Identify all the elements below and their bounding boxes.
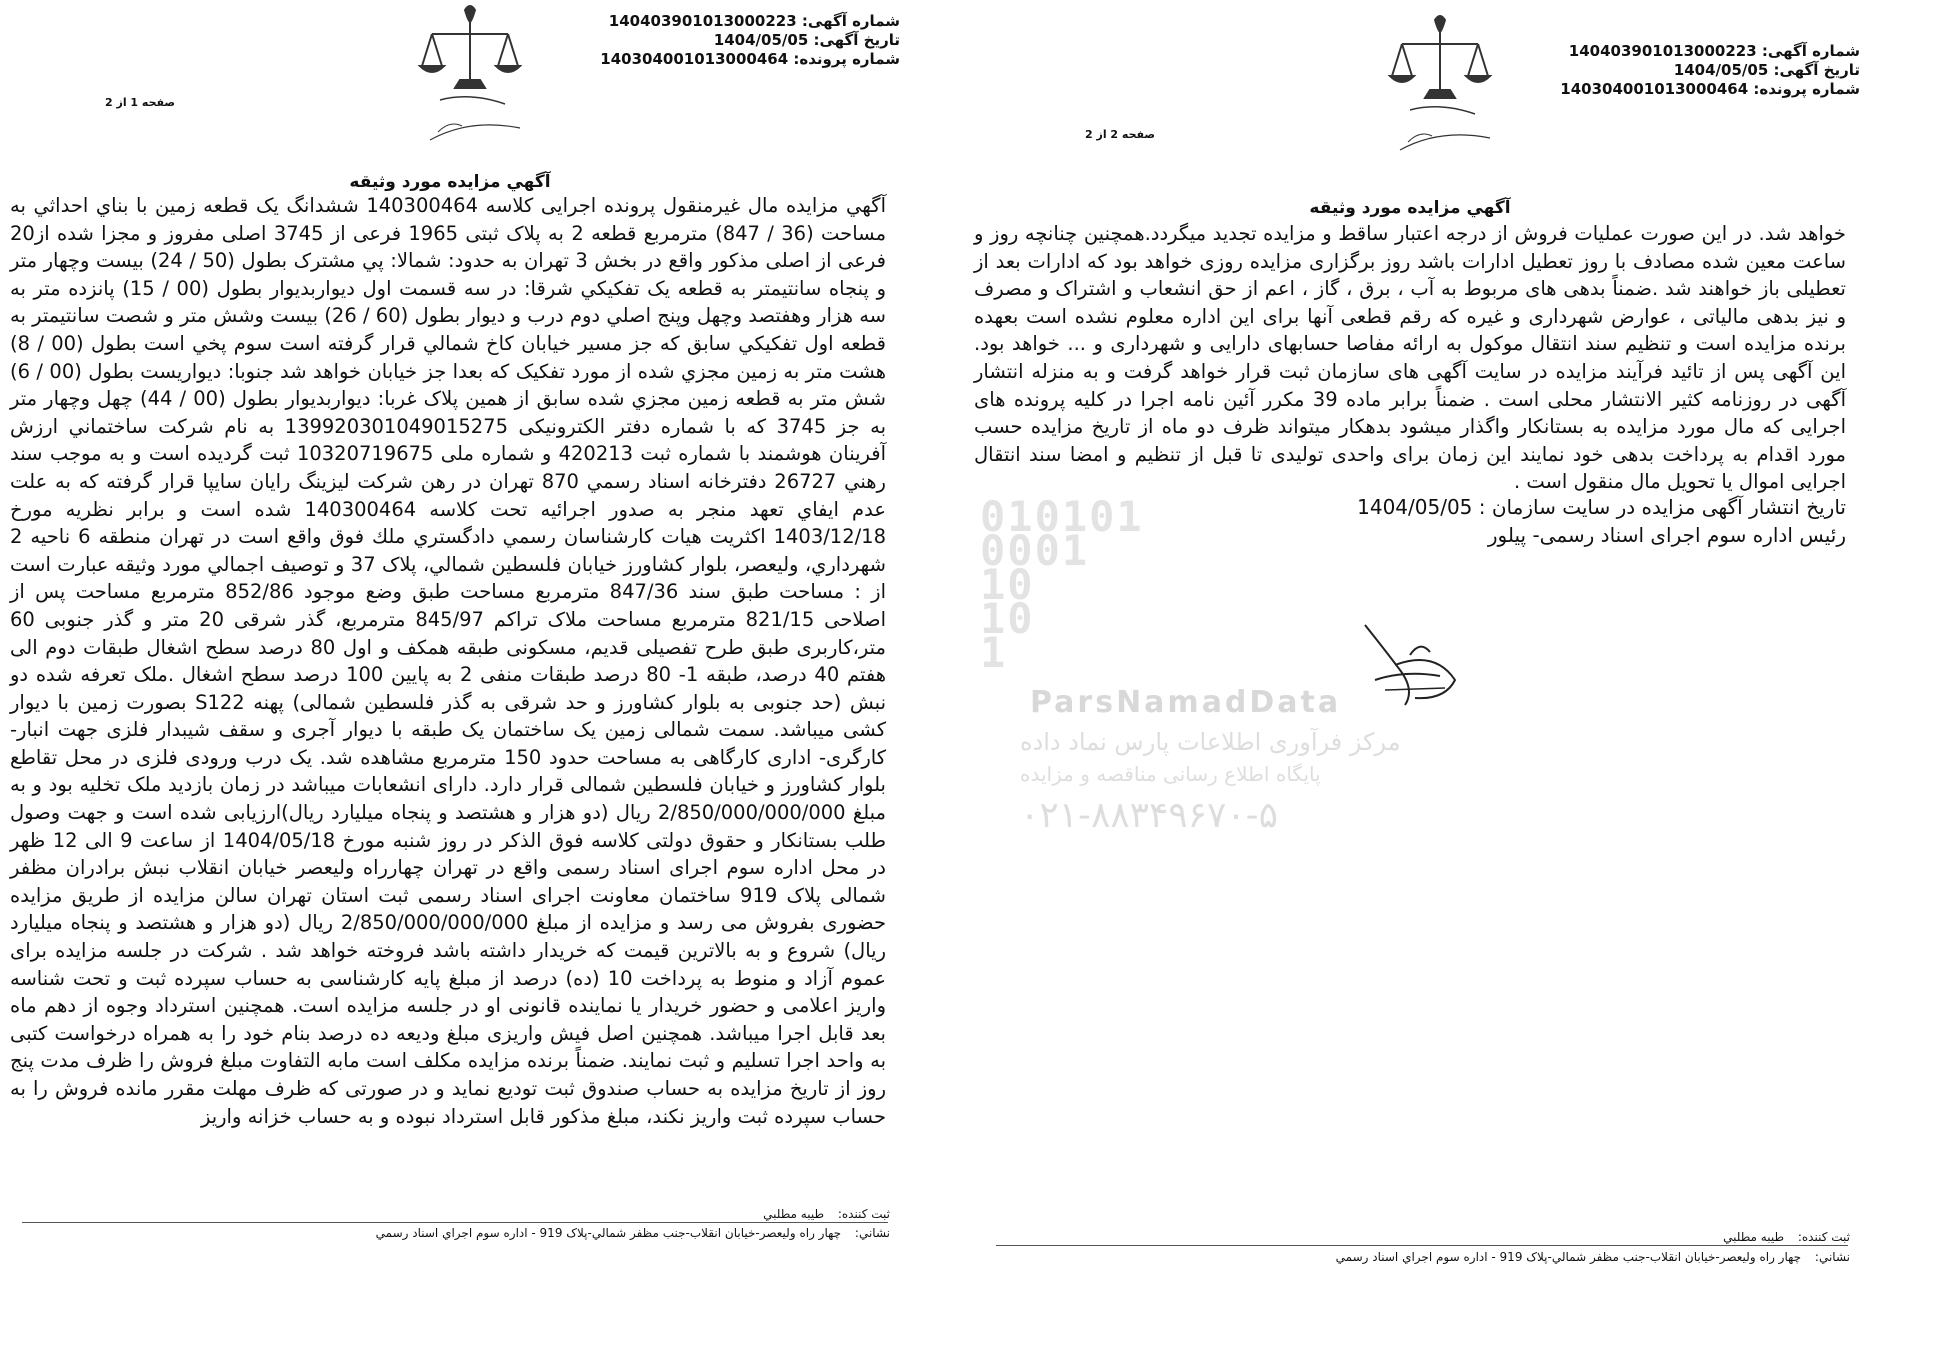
- page-number: صفحه 2 از 2: [1085, 128, 1156, 141]
- footer-divider: [996, 1245, 1848, 1246]
- file-number: 140304001013000464: [1560, 80, 1749, 98]
- signer-line: رئيس اداره سوم اجرای اسناد رسمی- پيلور: [1487, 523, 1846, 547]
- footer-divider: [22, 1222, 888, 1223]
- notice-title: آگهي مزايده مورد وثيقه: [349, 172, 551, 192]
- address-label: نشاني:: [854, 1226, 890, 1240]
- notice-page-1: [0, 0, 900, 1353]
- notice-number: 140403901013000223: [608, 12, 797, 30]
- address-label: نشاني:: [1814, 1250, 1850, 1264]
- notice-title: آگهي مزايده مورد وثيقه: [1309, 198, 1511, 218]
- address-row: [1336, 1250, 1850, 1264]
- registrar-row: [763, 1207, 890, 1221]
- notice-header-meta: [1560, 42, 1860, 99]
- registrar-name: طيبه مطلبي: [763, 1207, 825, 1221]
- registrar-label: ثبت كننده:: [1797, 1230, 1850, 1244]
- watermark-digits: 010101 0001 10 10 1: [980, 492, 1144, 677]
- notice-number-row: [1560, 42, 1860, 61]
- file-number: 140304001013000464: [600, 50, 789, 68]
- registrar-row: [1723, 1230, 1850, 1244]
- address-text: چهار راه وليعصر-خيابان انقلاب-جنب مظفر شمالي-پلاک 919 - اداره سوم اجراي اسناد رسمي: [375, 1226, 842, 1240]
- watermark-brand: ParsNamadData: [1030, 685, 1342, 720]
- address-row: [376, 1226, 890, 1240]
- notice-date-label: تاریخ آگهی:: [1773, 61, 1860, 79]
- watermark-line-2: پايگاه اطلاع رسانی مناقصه و مزايده: [1020, 762, 1321, 786]
- address-text: چهار راه وليعصر-خيابان انقلاب-جنب مظفر شمالي-پلاک 919 - اداره سوم اجراي اسناد رسمي: [1335, 1250, 1802, 1264]
- signature-icon: [1345, 610, 1475, 720]
- watermark-phone: ۰۲۱-۸۸۳۴۹۶۷۰-۵: [1020, 795, 1279, 836]
- notice-body: خواهد شد. در اين صورت عمليات فروش از درجه اعتبار ساقط و مزايده تجديد ميگردد.همچنين چنانچه روز و ساعت معين شده مصادف با روز تعطيل ادارات باشد روز برگزاری مزايده روزی خواهد بود كه ادارات بعد از تعطيلی باز خواهند شد .ضمناً بدهی های مربوط به آب ، برق ، گاز ، اعم از حق انشعاب و اشتراک و مصرف و نيز بدهی مالياتی ، عوارض شهرداری و غيره كه رقم قطعی آنها برای اين اداره معلوم نشده است بعهده برنده مزايده است و تنظيم سند انتقال موكول به ارائه مفاصا حسابهای دارايی و شهرداری و ... خواهد بود. اين آگهی پس از تائيد فرآيند مزايده در سايت آگهی های سازمان ثبت قرار خواهد گرفت و به منزله انتشار آگهی در روزنامه كثير الانتشار محلی است . ضمناً برابر ماده 39 مكرر آئين نامه اجرا در كليه پرونده های اجرايی كه مال مورد مزايده به بستانكار واگذار ميشود بدهكار ميتواند ظرف دو ماه از تاريخ مزايده حسب مورد اقدام به پرداخت بدهی خود نمايند اين زمان برای واحدی توليدی تا قبل از تنظيم و امضا سند انتقال اجرايی اموال يا تحويل مال منقول است .: [974, 222, 1846, 494]
- registrar-name: طيبه مطلبي: [1723, 1230, 1785, 1244]
- notice-date-label: تاریخ آگهی:: [813, 31, 900, 49]
- page-number: صفحه 1 از 2: [105, 96, 176, 109]
- notice-number-label: شماره آگهی:: [801, 12, 900, 30]
- file-number-label: شماره پرونده:: [793, 50, 900, 68]
- notice-body: آگهي مزايده مال غيرمنقول پرونده اجرايی كلاسه 140300464 ششدانگ يک قطعه زمين با بناي احداثي به مساحت (36 / 847) مترمربع قطعه 2 به پلاک ثبتی 1965 فرعی از 3745 اصلی مفروز و مجزا شده از20 فرعی از اصلی مذكور واقع در بخش 3 تهران به حدود: شمالا: پي مشترک بطول (50 / 24) بيست وچهار متر و پنجاه سانتيمتر به قطعه يک تفکيکي شرقا: در سه قسمت اول ديواربديوار بطول (00 / 15) پانزده متر به سه هزار وهفتصد وچهل وپنج اصلي دوم درب و ديوار بطول (60 / 26) بيست وشش متر و شصت سانتيمتر به قطعه اول تفکيکي سابق كه جز مسير خيابان كاخ شمالي قرار گرفته است سوم پخي است بطول (00 / 8) هشت متر به زمين مجزي شده از مورد تفكيک كه بعدا جز خيابان خواهد شد جنوبا: ديواريست بطول (00 / 6) شش متر به قطعه زمين مجزي شده سابق از همين پلاک غربا: ديواربديوار بطول (00 / 44) چهل وچهار متر به جز 3745 كه با شماره دفتر الكترونيكی 13992030104901527​5 به نام شركت ساختماني ارزش آفرينان هوشمند با شماره ثبت 420213 و شماره ملی 10320719675 ثبت گرديده است و به موجب سند رهني 26727 دفترخانه اسناد رسمي 870 تهران در رهن شركت ليزينگ رايان سايپا قرار گرفته كه به علت عدم ايفاي تعهد منجر به صدور اجرائيه تحت كلاسه 140300464 شده است و برابر نظريه مورخ 1403/12/18 اكثريت هيات كارشناسان رسمي دادگستري ملك فوق واقع است در تهران منطقه 6 ناحيه 2 شهرداري، وليعصر، بلوار كشاورز خيابان فلسطين شمالي، پلاک 37 و توصيف اجمالي مورد وثيقه عبارت است از : مساحت طبق سند 847/36 مترمربع مساحت طبق وضع موجود 852/86 مترمربع مساحت پس از اصلاحی 821/15 مترمربع مساحت ملاک تراكم 845/97 مترمربع، گذر شرقی 20 متر و گذر جنوبی 60 متر،كاربری طبق طرح تفصيلی قديم، مسكونی طبقه همكف و اول 80 درصد سطح اشغال طبقات دوم الی هفتم 40 درصد، طبقه 1- 80 درصد طبقات منفی 2 به پايين 100 درصد سطح اشغال .ملک تعرفه شده دو نبش (حد جنوبی به بلوار كشاورز و حد شرقی به گذر فلسطين شمالی) پهنه S122 بصورت زمين با ديوار كشی ميباشد. سمت شمالی زمين يک ساختمان يک طبقه با ديوار آجری و سقف شيبدار فلزی جهت انبار-كارگری- اداری كارگاهی به مساحت حدود 150 مترمربع مشاهده شد. يک درب ورودی فلزی در محل تقاطع بلوار كشاورز و خيابان فلسطين شمالی قرار دارد. دارای انشعابات ميباشد در زمان بازديد ملک تخليه بود و به مبلغ 2/850/000/000/000 ريال (دو هزار و هشتصد و پنجاه ميليارد ريال)ارزيابی شده است و جهت وصول طلب بستانكار و حقوق دولتی كلاسه فوق الذكر در روز شنبه مورخ 1404/05/18 از ساعت 9 الی 12 ظهر در محل اداره سوم اجرای اسناد رسمی واقع در تهران چهارراه وليعصر خيابان انقلاب نبش برادران مظفر شمالی پلاک 919 ساختمان معاونت اجرای اسناد رسمی ثبت استان تهران سالن مزايده از طريق مزايده حضوری بفروش می رسد و مزايده از مبلغ 2/850/000/000/000 ريال (دو هزار و هشتصد و پنجاه ميليارد ريال) شروع و به بالاترين قيمت كه خريدار داشته باشد فروخته خواهد شد . شركت در جلسه مزايده برای عموم آزاد و منوط به پرداخت 10 (ده) درصد از مبلغ پايه كارشناسی به حساب سپرده ثبت و تحت شناسه واريز اعلامی و حضور خريدار يا نماينده قانونی او در جلسه مزايده است. همچنين استرداد وجوه از دهم ماه بعد قابل اجرا ميباشد. همچنين اصل فيش واريزی مبلغ وديعه ده درصد بنام خود را به همراه درخواست كتبی به واحد اجرا تسليم و ثبت نمايند. ضمناً برنده مزايده مكلف است مابه التفاوت مبلغ فروش را ظرف مدت پنج روز از تاريخ مزايده به حساب صندوق ثبت توديع نمايد و در صورتی كه ظرف مهلت مقرر مانده فروش را به حساب سپرده ثبت واريز نكند، مبلغ مذكور قابل استرداد نبوده و به حساب خزانه واريز: [10, 194, 887, 1128]
- notice-date: 1404/05/05: [713, 31, 809, 49]
- registrar-label: ثبت كننده:: [837, 1207, 890, 1221]
- notice-date: 1404/05/05: [1673, 61, 1769, 79]
- judiciary-emblem-icon: [1380, 10, 1500, 160]
- file-number-label: شماره پرونده:: [1753, 80, 1860, 98]
- notice-number-label: شماره آگهی:: [1761, 42, 1860, 60]
- watermark-line-1: مركز فرآوری اطلاعات پارس نماد داده: [1020, 728, 1401, 756]
- judiciary-emblem-icon: [410, 0, 530, 150]
- file-number-row: [1560, 80, 1860, 99]
- notice-number-row: [600, 12, 900, 31]
- publish-date-line: تاريخ انتشار آگهی مزايده در سايت سازمان : 1404/05/05: [1357, 495, 1846, 519]
- notice-date-row: [600, 31, 900, 50]
- notice-number: 140403901013000223: [1568, 42, 1757, 60]
- notice-header-meta: [600, 12, 900, 69]
- file-number-row: [600, 50, 900, 69]
- notice-date-row: [1560, 61, 1860, 80]
